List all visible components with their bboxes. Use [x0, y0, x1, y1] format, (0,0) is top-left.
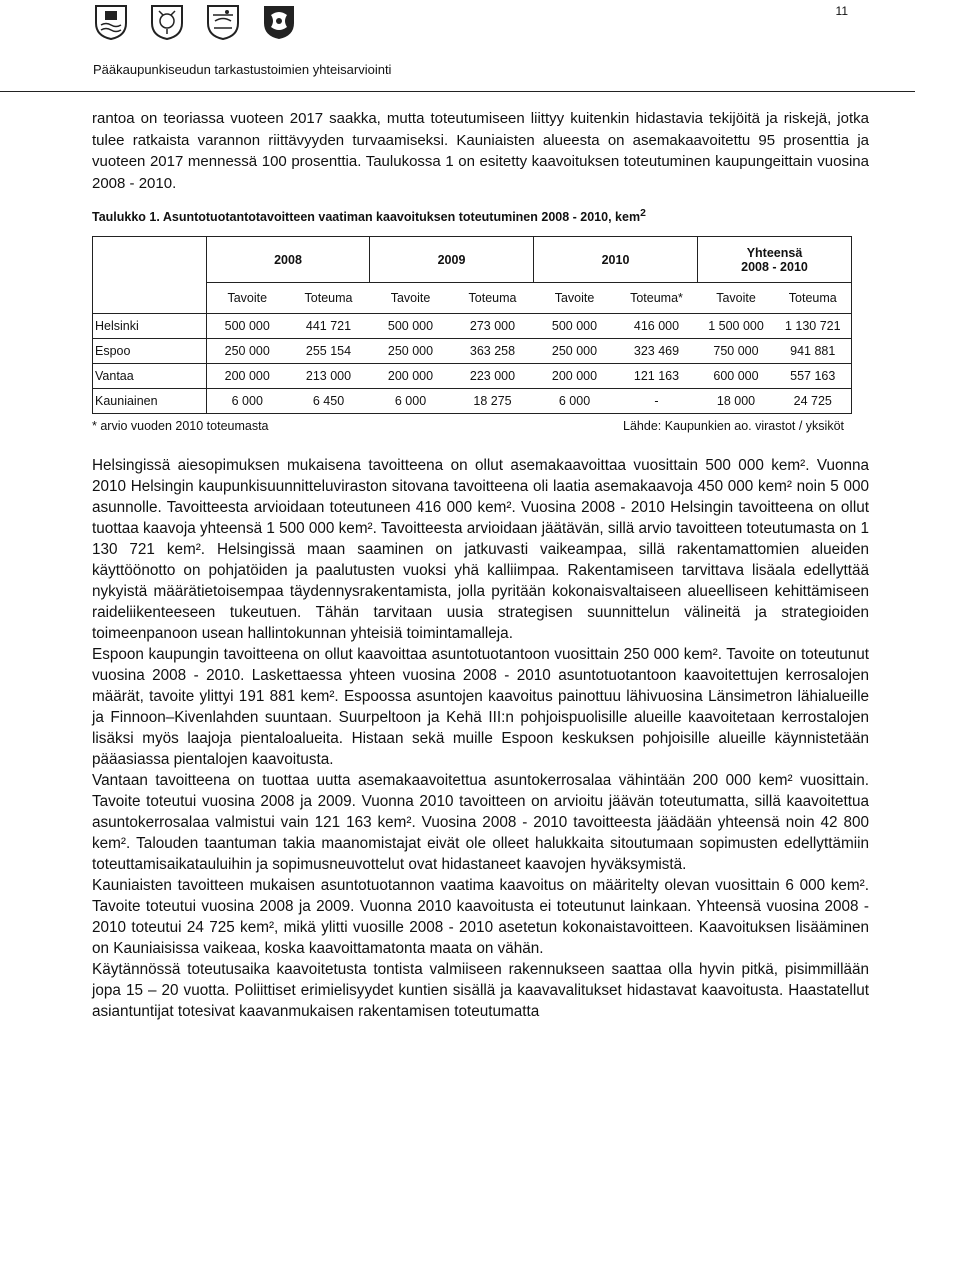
table-cell: 500 000	[534, 314, 616, 339]
year-header: 2010	[534, 237, 698, 283]
total-header-range: 2008 - 2010	[741, 259, 808, 274]
table-cell: 500 000	[370, 314, 452, 339]
table-cell: -	[616, 389, 698, 414]
table-cell: 255 154	[288, 339, 370, 364]
table-cell: 6 000	[207, 389, 288, 414]
vantaa-crest-icon	[205, 3, 241, 41]
table-cell: 1 130 721	[775, 314, 852, 339]
table-cell: 250 000	[207, 339, 288, 364]
zoning-table	[92, 236, 852, 414]
subheader-cell: Tavoite	[390, 291, 431, 306]
subheader-row	[93, 283, 852, 314]
table-caption	[92, 208, 869, 224]
report-title: Pääkaupunkiseudun tarkastustoimien yhteisarviointi	[93, 62, 392, 77]
table-cell: 18 000	[698, 389, 775, 414]
table-row	[93, 314, 852, 339]
year-header-row	[93, 237, 852, 283]
table-cell: 6 000	[370, 389, 452, 414]
paragraph-helsinki: Helsingissä aiesopimuksen mukaisena tavoitteena on ollut asemakaavoittaa vuosittain 500 000 kem². Vuonna 2010 Helsingin kaupunkisuunnitteluviraston sitovana tavoitteena oli laatia asemakaavoja 450 000 kem² noin 5 000 asunnolle. Tavoitteesta arvioidaan toteutuneen 416 000 kem². Vuosina 2008 - 2010 Helsingin tavoitteena on ollut tuottaa kaavoja yhteensä 1 500 000 kem². Tavoitteesta arvioidaan jäätävän, sillä arvio tavoitteen toteutumasta on 1 130 721 kem². Helsingissä maan saaminen on jatkuvasti vaikeampaa, sillä rakentamattomien alueiden käyttöönotto on pohjatöiden ja paalutusten vuoksi yhä kalliimpaa. Rakentamiseen tarvittava lisäala edellyttää nykyistä määrätietoisempaa täydennysrakentamista, jolla pyritään kokonaisvaltaiseen alueelliseen kehittämiseen raideliikenteeseen tukeutuen. Tähän tarvitaan uusia strategisen suunnittelun välineitä ja strategioiden toimeenpanoon usean hallintokunnan yhteisiä toimintamalleja.	[92, 457, 869, 643]
row-city: Espoo	[93, 339, 207, 364]
table-row	[93, 389, 852, 414]
subheader-cell: Toteuma*	[630, 291, 683, 306]
table-cell: 941 881	[775, 339, 852, 364]
kauniainen-crest-icon	[261, 3, 297, 41]
table-cell: 18 275	[452, 389, 534, 414]
table-row	[93, 339, 852, 364]
table-cell: 200 000	[370, 364, 452, 389]
corner-cell	[93, 283, 207, 314]
corner-cell	[93, 237, 207, 283]
year-header: 2008	[207, 237, 370, 283]
table-cell: 200 000	[207, 364, 288, 389]
table-cell: 557 163	[775, 364, 852, 389]
subheader-cell: Tavoite	[227, 291, 268, 306]
subheader-cell: Toteuma	[468, 291, 517, 306]
table-caption-sup: 2	[640, 208, 646, 219]
year-header: 2009	[370, 237, 534, 283]
table-cell: 6 000	[534, 389, 616, 414]
total-header	[698, 237, 852, 283]
espoo-crest-icon	[149, 3, 185, 41]
table-cell: 24 725	[775, 389, 852, 414]
table-cell: 323 469	[616, 339, 698, 364]
row-city: Helsinki	[93, 314, 207, 339]
intro-paragraph: rantoa on teoriassa vuoteen 2017 saakka, mutta toteutumiseen liittyy kuitenkin hidastavia tekijöitä ja riskejä, jotka tulee ratkaista varannon riittävyyden turvaamiseksi. Kauniaisten alueesta on asemakaavoitettu 95 prosenttia ja vuoteen 2017 mennessä 100 prosenttia. Taulukossa 1 on esitetty kaavoituksen toteutuminen kaupungeittain vuosina 2008 - 2010.	[92, 110, 869, 192]
row-city: Kauniainen	[93, 389, 207, 414]
table-cell: 250 000	[370, 339, 452, 364]
table-row	[93, 364, 852, 389]
table-footer	[92, 419, 844, 433]
subheader-cell: Toteuma	[775, 283, 852, 314]
page-number: 11	[835, 4, 848, 18]
table-caption-text: Taulukko 1. Asuntotuotantotavoitteen vaatiman kaavoituksen toteutuminen 2008 - 2010, kem	[92, 210, 641, 225]
table-cell: 250 000	[534, 339, 616, 364]
row-city: Vantaa	[93, 364, 207, 389]
paragraph-kauniainen: Kauniaisten tavoitteen mukaisen asuntotuotannon vaatima kaavoitus on määritelty olevan vuosittain 6 000 kem². Tavoite toteutui vuosina 2008 ja 2009. Vuonna 2010 kaavoitusta ei toteutunut lainkaan. Yhteensä vuosina 2008 - 2010 toteutui 24 725 kem², mikä ylitti vuosille 2008 - 2010 asetetun kokonaistavoitteen. Kaavoituksen lisääminen on Kauniaisissa vaikeaa, koska kaavoittamatonta maata on vähän.	[92, 877, 869, 958]
table-cell: 500 000	[207, 314, 288, 339]
table-footnote: * arvio vuoden 2010 toteumasta	[92, 419, 269, 434]
page-body	[92, 108, 869, 1022]
total-header-title: Yhteensä	[746, 245, 803, 260]
helsinki-crest-icon	[93, 3, 129, 41]
table-cell: 213 000	[288, 364, 370, 389]
table-cell: 273 000	[452, 314, 534, 339]
table-cell: 6 450	[288, 389, 370, 414]
paragraph-vantaa: Vantaan tavoitteena on tuottaa uutta asemakaavoitettua asuntokerrosalaa vähintään 200 000 kem² vuosittain. Tavoite toteutui vuosina 2008 ja 2009. Vuonna 2010 tavoitteen on arvioitu jäävän toteutumatta, sillä kaavoitettua asuntokerrosalaa valmistui vain 121 163 kem². Vuosina 2008 - 2010 tavoitteesta jäädään yhteensä noin 42 800 kem². Talouden taantuman takia maanomistajat eivät ole olleet halukkaita sitoutumaan sopimusten edellyttämiin toteuttamisaikatauluihin ja sopimusneuvottelut ovat hidastaneet kaavojen hyväksymistä.	[92, 772, 869, 874]
table-cell: 600 000	[698, 364, 775, 389]
page-header	[0, 0, 960, 96]
table-cell: 121 163	[616, 364, 698, 389]
paragraph-espoo: Espoon kaupungin tavoitteena on ollut kaavoittaa asuntotuotantoon vuosittain 250 000 kem². Tavoite on toteutunut vuosina 2008 - 2010. Laskettaessa yhteen vuosina 2008 - 2010 asuntotuotantoon kaavoitettujen kerrosalojen määrät, tavoite ylittyi 191 881 kem². Espoossa asuntojen kaavoitus painottuu lähivuosina Länsimetron lähialueille ja Finnoon–Kivenlahden suuntaan. Suurpeltoon ja Kehä III:n pohjoispuolisille alueille kaavoitetaan kerrostalojen lisäksi myös laajoja pientaloalueita. Histaan sekä muille Espoon keskuksen pohjoisille alueille käynnistetään pääasiassa pientalojen kaavoitusta.	[92, 646, 869, 769]
subheader-cell: Tavoite	[554, 291, 595, 306]
table-cell: 200 000	[534, 364, 616, 389]
table-cell: 750 000	[698, 339, 775, 364]
header-divider	[0, 91, 915, 92]
subheader-cell: Toteuma	[304, 291, 353, 306]
table-cell: 416 000	[616, 314, 698, 339]
subheader-cell: Tavoite	[716, 291, 756, 306]
table-cell: 363 258	[452, 339, 534, 364]
table-source: Lähde: Kaupunkien ao. virastot / yksiköt	[623, 419, 844, 434]
logo-strip	[93, 3, 297, 41]
table-cell: 1 500 000	[698, 314, 775, 339]
table-cell: 441 721	[288, 314, 370, 339]
paragraph-implementation: Käytännössä toteutusaika kaavoitetusta tontista valmiiseen rakennukseen saattaa olla hyvin pitkä, pisimmillään jopa 15 – 20 vuotta. Poliittiset erimielisyydet kuntien sisällä ja kaavavalitukset hidastavat kaavoitusta. Haastatellut asiantuntijat totesivat kaavanmukaisen rakentamisen toteutumatta	[92, 961, 869, 1021]
table-cell: 223 000	[452, 364, 534, 389]
